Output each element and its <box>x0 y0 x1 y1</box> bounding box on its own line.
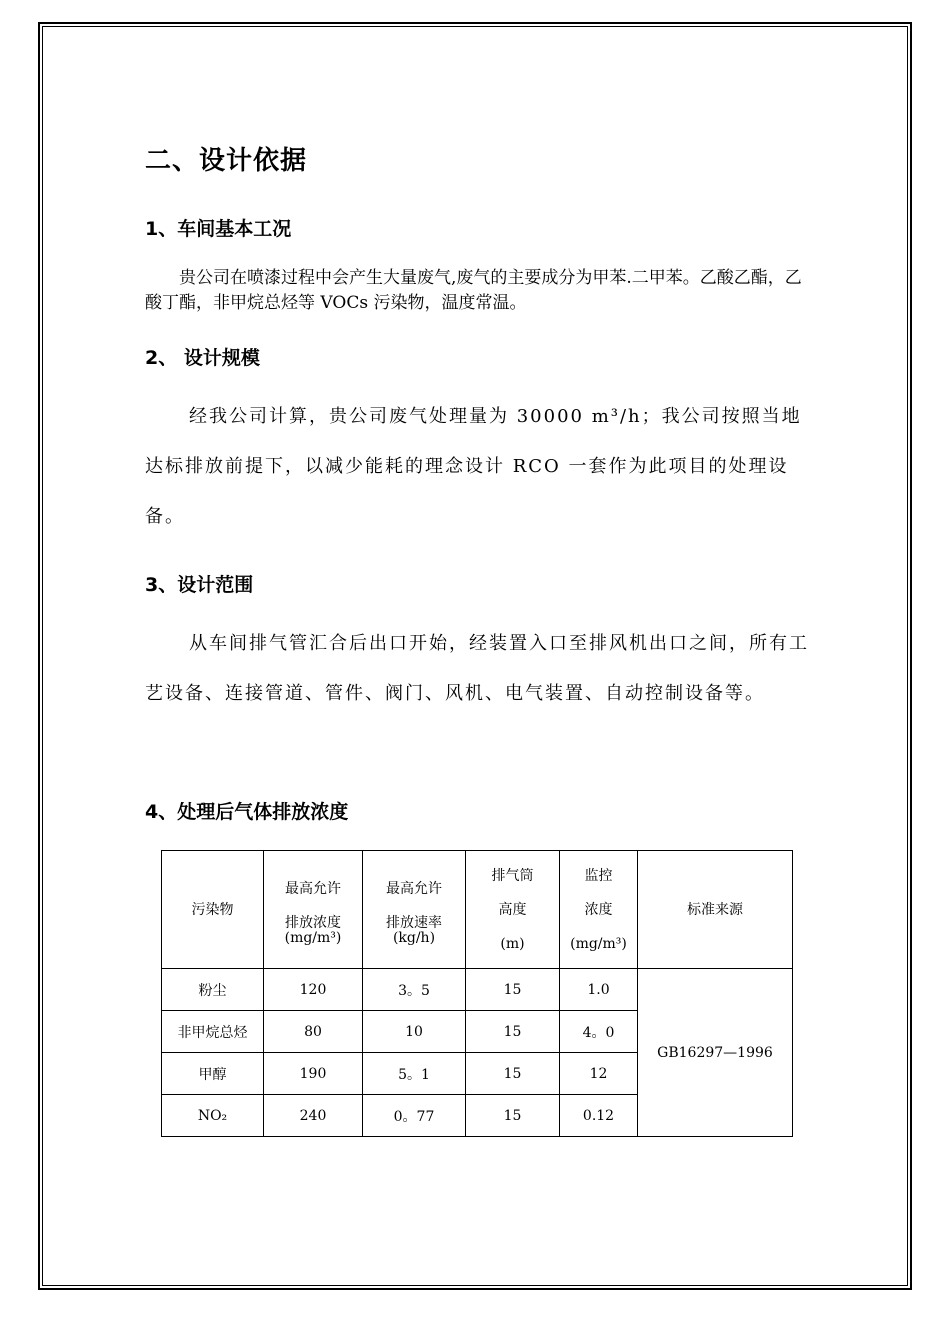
section-4-title: 4、处理后气体排放浓度 <box>145 801 349 823</box>
section-2-title: 2、 设计规模 <box>145 347 260 369</box>
page-title: 二、设计依据 <box>145 146 308 176</box>
cell-monitor: 1.0 <box>560 969 638 1011</box>
cell-concentration: 240 <box>264 1095 363 1137</box>
table-header-row <box>162 851 793 969</box>
section-1-title: 1、车间基本工况 <box>145 218 292 240</box>
cell-pollutant: 非甲烷总烃 <box>162 1011 264 1053</box>
cell-pollutant: 甲醇 <box>162 1053 264 1095</box>
section-3-text: 从车间排气管汇合后出口开始，经装置入口至排风机出口之间，所有工艺设备、连接管道、管件、阀门、风机、电气装置、自动控制设备等。 <box>145 633 809 704</box>
cell-monitor: 4。0 <box>560 1011 638 1053</box>
cell-rate: 10 <box>363 1011 466 1053</box>
cell-rate: 0。77 <box>363 1095 466 1137</box>
cell-concentration: 190 <box>264 1053 363 1095</box>
header-max-concentration: 最高允许 排放浓度 (mg/m³) <box>264 851 363 969</box>
table-row <box>162 969 793 1011</box>
cell-rate: 3。5 <box>363 969 466 1011</box>
section-2-text: 经我公司计算，贵公司废气处理量为 30000 m³/h；我公司按照当地达标排放前提下，以减少能耗的理念设计 RCO 一套作为此项目的处理设备。 <box>145 406 802 527</box>
cell-height: 15 <box>466 1053 560 1095</box>
emission-standard-table <box>161 850 793 1137</box>
cell-height: 15 <box>466 1095 560 1137</box>
cell-height: 15 <box>466 969 560 1011</box>
cell-monitor: 12 <box>560 1053 638 1095</box>
cell-pollutant: 粉尘 <box>162 969 264 1011</box>
cell-concentration: 80 <box>264 1011 363 1053</box>
header-monitor-concentration: 监控 浓度 (mg/m³) <box>560 851 638 969</box>
section-3-title: 3、设计范围 <box>145 574 254 596</box>
header-max-rate: 最高允许 排放速率 (kg/h) <box>363 851 466 969</box>
header-pollutant: 污染物 <box>162 851 264 969</box>
cell-pollutant: NO₂ <box>162 1095 264 1137</box>
cell-monitor: 0.12 <box>560 1095 638 1137</box>
cell-rate: 5。1 <box>363 1053 466 1095</box>
header-stack-height: 排气筒 高度 (m) <box>466 851 560 969</box>
cell-height: 15 <box>466 1011 560 1053</box>
cell-concentration: 120 <box>264 969 363 1011</box>
section-1-text: 贵公司在喷漆过程中会产生大量废气,废气的主要成分为甲苯.二甲苯。乙酸乙酯，乙酸丁酯，非甲烷总烃等 VOCs 污染物，温度常温。 <box>145 268 802 313</box>
header-standard-source: 标准来源 <box>638 851 793 969</box>
cell-standard-source: GB16297—1996 <box>638 969 793 1137</box>
